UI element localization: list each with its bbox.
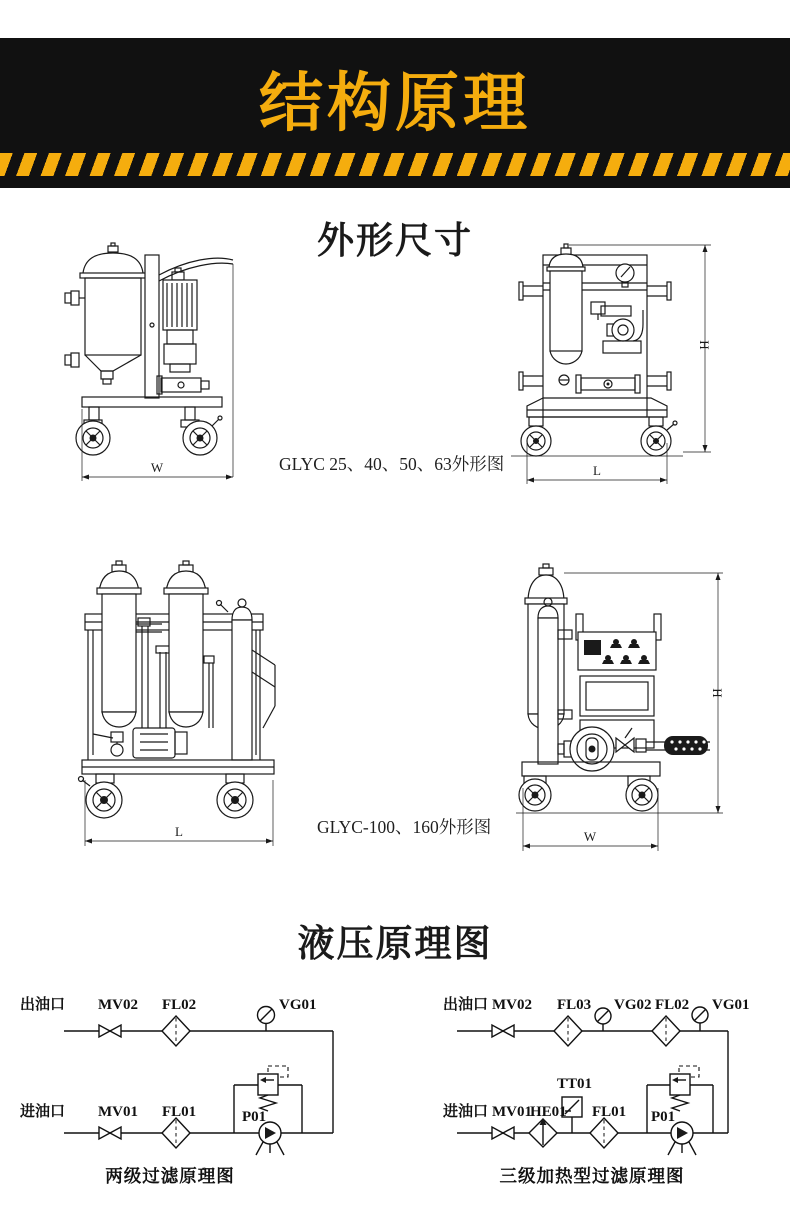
page-title: 结构原理 (259, 67, 531, 139)
label-p01: P01 (242, 1109, 267, 1125)
caster-wheel (521, 426, 551, 456)
caster-wheel (183, 416, 222, 455)
label-fl01: FL01 (592, 1104, 627, 1120)
label-fl02: FL02 (162, 997, 197, 1013)
motor (133, 728, 187, 758)
pump-icon (256, 1122, 284, 1155)
drain-valve (93, 732, 123, 756)
dim-label-h: H (697, 340, 712, 350)
filter-icon (162, 1118, 190, 1148)
schematic-three-stage (430, 983, 785, 1193)
base-and-casters (79, 760, 275, 818)
oil-tank-column (217, 599, 276, 760)
filter-icon (590, 1118, 618, 1148)
side-flanges (519, 282, 671, 390)
outline-heading: 外形尺寸 (317, 220, 473, 261)
label-fl03: FL03 (557, 997, 592, 1013)
label-vg02: VG02 (614, 997, 652, 1013)
label-he01: HE01 (530, 1104, 567, 1120)
label-vg01: VG01 (712, 997, 750, 1013)
caster-wheel (626, 779, 658, 811)
dim-label-w: W (583, 829, 597, 844)
caster-wheel (76, 421, 110, 455)
pipe-column (538, 598, 572, 764)
dim-label-l: L (175, 824, 183, 839)
label-mv02: MV02 (492, 997, 532, 1013)
pump-assembly (157, 330, 209, 394)
label-mv02: MV02 (98, 997, 138, 1013)
filter-vessel (97, 561, 141, 727)
valve-icon (492, 1127, 514, 1139)
label-fl01: FL01 (162, 1104, 197, 1120)
dim-label-l: L (593, 463, 601, 478)
label-mv01: MV01 (98, 1104, 138, 1120)
caster-wheel (217, 782, 253, 818)
drawing-glyc-small-side-view (57, 245, 242, 485)
filter-icon (162, 1016, 190, 1046)
gauge-icon (595, 1008, 611, 1031)
pump (558, 727, 614, 771)
label-vg01: VG01 (279, 997, 317, 1013)
base-and-casters (511, 398, 683, 456)
hazard-stripes (0, 153, 790, 176)
dim-label-h: H (710, 688, 725, 698)
drawing-glyc-small-front-view (503, 240, 723, 486)
heater-icon (529, 1118, 557, 1147)
height-dimension (564, 573, 725, 813)
label-mv01: MV01 (492, 1104, 532, 1120)
valve-icon (99, 1025, 121, 1037)
caption-two-stage: 两级过滤原理图 (105, 1166, 235, 1186)
control-panel (576, 614, 661, 670)
caster-wheel (519, 779, 551, 811)
filter-icon (554, 1016, 582, 1046)
caster-wheel (641, 421, 677, 456)
gauge-icon (258, 1007, 275, 1032)
label-p01: P01 (651, 1109, 676, 1125)
label-port-in: 进油口 (443, 1104, 489, 1120)
caption-glyc-large: GLYC-100、160外形图 (317, 817, 492, 837)
label-port-in: 进油口 (20, 1104, 66, 1120)
label-fl02: FL02 (655, 997, 690, 1013)
label-tt01: TT01 (557, 1076, 593, 1092)
drawing-glyc-large-side-view (512, 562, 727, 854)
valve-assembly (576, 302, 643, 393)
drawing-glyc-large-front-view (68, 560, 286, 850)
valve-icon (492, 1025, 514, 1037)
base-and-casters (76, 397, 222, 455)
pump-icon (668, 1122, 696, 1155)
label-port-out: 出油口 (443, 997, 489, 1013)
schematic-two-stage (10, 983, 360, 1193)
filter-vessel (164, 561, 208, 727)
gauge-icon (692, 1007, 708, 1031)
label-port-out: 出油口 (20, 997, 66, 1013)
valve-icon (99, 1127, 121, 1139)
dim-label-w: W (150, 460, 164, 475)
motor (163, 268, 197, 330)
caption-glyc-small: GLYC 25、40、50、63外形图 (279, 454, 505, 474)
filter-icon (652, 1016, 680, 1046)
caption-three-stage: 三级加热型过滤原理图 (499, 1166, 685, 1186)
filter-vessel (65, 243, 146, 384)
header-banner (0, 38, 790, 188)
handle-grip (646, 736, 710, 755)
hydraulic-heading: 液压原理图 (297, 923, 493, 964)
filter-vessel (547, 244, 585, 385)
